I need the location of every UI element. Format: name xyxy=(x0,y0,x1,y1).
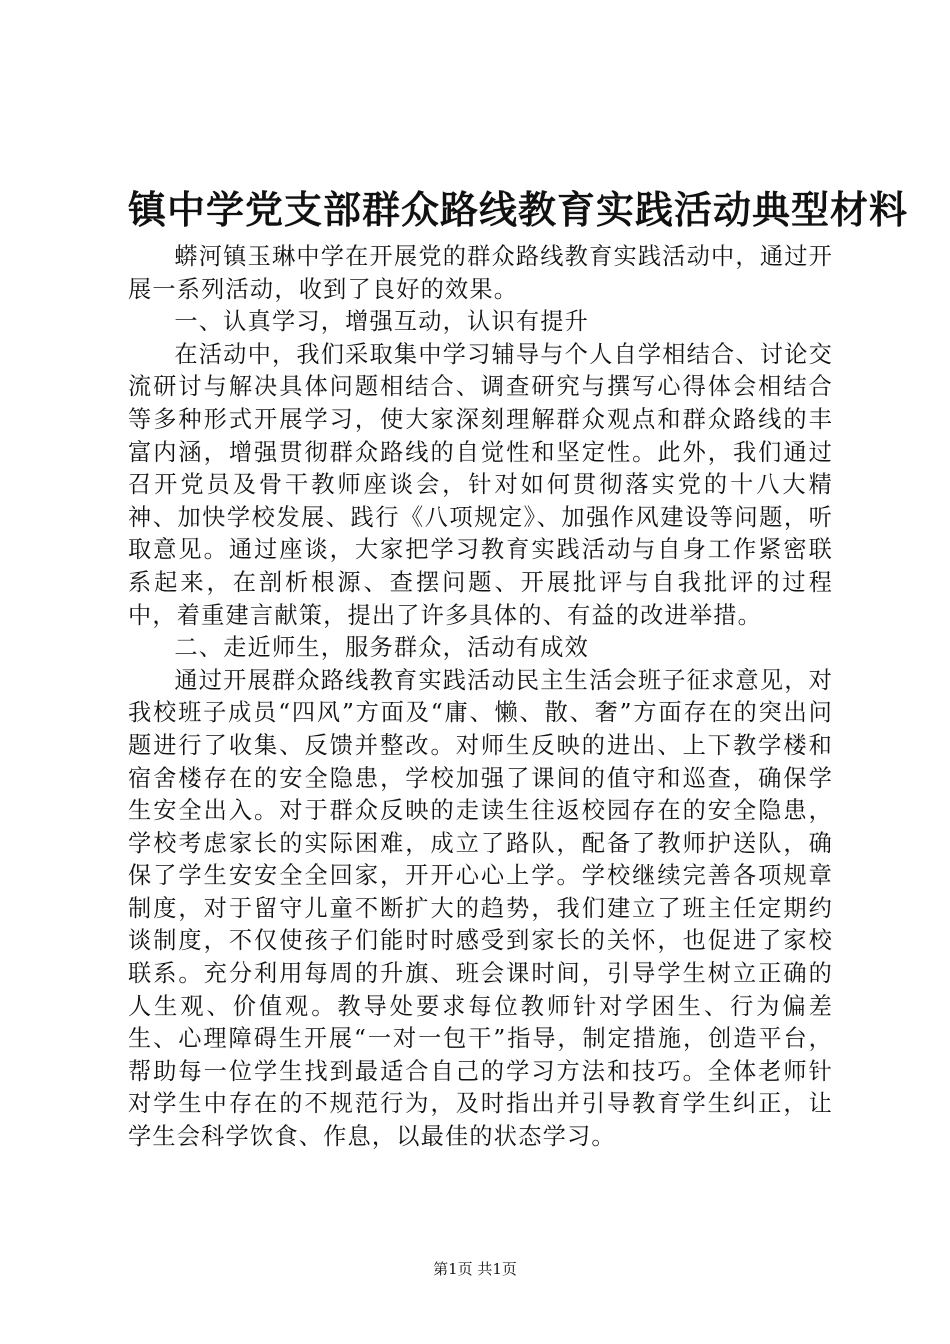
page-footer: 第1页 共1页 xyxy=(433,1260,517,1278)
document-body xyxy=(128,241,833,1154)
paragraph-section-1: 在活动中，我们采取集中学习辅导与个人自学相结合、讨论交流研讨与解决具体问题相结合、调查研究与撰写心得体会相结合等多种形式开展学习，使大家深刻理解群众观点和群众路线的丰富内涵，增强贯彻群众路线的自觉性和坚定性。此外，我们通过召开党员及骨干教师座谈会，针对如何贯彻落实党的十八大精神、加快学校发展、践行《八项规定》、加强作风建设等问题，听取意见。通过座谈，大家把学习教育实践活动与自身工作紧密联系起来，在剖析根源、查摆问题、开展批评与自我批评的过程中，着重建言献策，提出了许多具体的、有益的改进举措。 xyxy=(128,340,833,629)
section-heading-1: 一、认真学习，增强互动，认识有提升 xyxy=(174,308,589,336)
paragraph-section-2: 通过开展群众路线教育实践活动民主生活会班子征求意见，对我校班子成员“四风”方面及“庸、懒、散、奢”方面存在的突出问题进行了收集、反馈并整改。对师生反映的进出、上下教学楼和宿舍楼存在的安全隐患，学校加强了课间的值守和巡查，确保学生安全出入。对于群众反映的走读生往返校园存在的安全隐患，学校考虑家长的实际困难，成立了路队，配备了教师护送队，确保了学生安安全全回家，开开心心上学。学校继续完善各项规章制度，对于留守儿童不断扩大的趋势，我们建立了班主任定期约谈制度，不仅使孩子们能时时感受到家长的关怀，也促进了家校联系。充分利用每周的升旗、班会课时间，引导学生树立正确的人生观、价值观。教导处要求每位教师针对学困生、行为偏差生、心理障碍生开展“一对一包干”指导，制定措施，创造平台，帮助每一位学生找到最适合自己的学习方法和技巧。全体老师针对学生中存在的不规范行为，及时指出并引导教育学生纠正，让学生会科学饮食、作息，以最佳的状态学习。 xyxy=(128,666,833,1151)
paragraph-intro: 蟒河镇玉琳中学在开展党的群众路线教育实践活动中，通过开展一系列活动，收到了良好的效果。 xyxy=(128,243,833,303)
section-heading-2: 二、走近师生，服务群众，活动有成效 xyxy=(174,634,589,662)
document-title: 镇中学党支部群众路线教育实践活动典型材料 xyxy=(128,188,909,232)
